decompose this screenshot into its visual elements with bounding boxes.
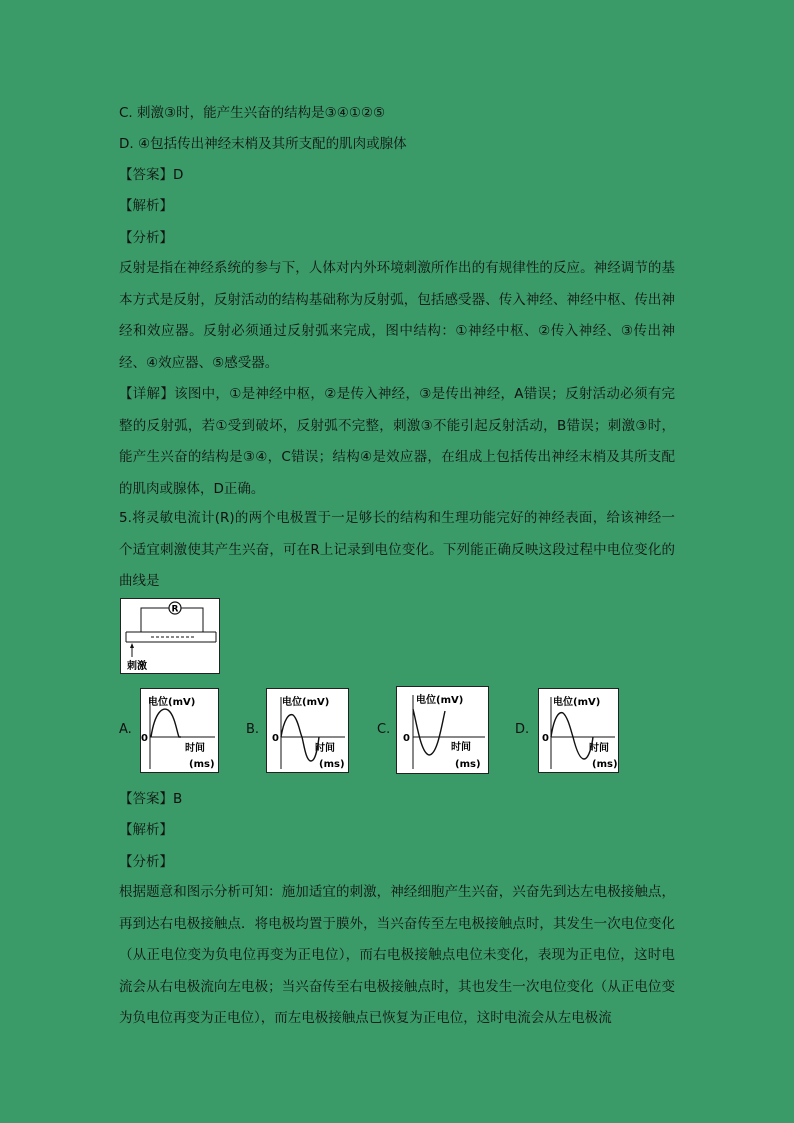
zero-label: 0 bbox=[542, 733, 549, 744]
option-c-graph bbox=[396, 686, 489, 774]
y-axis-label: 电位(mV) bbox=[553, 697, 601, 708]
x-axis-label: 时间 bbox=[589, 743, 609, 754]
unit-label: (ms) bbox=[455, 759, 481, 770]
explanation-heading-2: 【解析】 bbox=[119, 822, 173, 838]
option-b-graph bbox=[266, 688, 349, 773]
graph-a bbox=[141, 689, 218, 772]
graph-b bbox=[267, 689, 348, 772]
x-axis-label: 时间 bbox=[185, 743, 205, 754]
option-d-graph bbox=[538, 688, 619, 773]
option-b-letter: B. bbox=[246, 722, 260, 737]
option-c-text: C. 刺激③时，能产生兴奋的结构是③④①②⑤ bbox=[119, 105, 386, 121]
option-a-letter: A. bbox=[119, 722, 132, 737]
graph-d bbox=[539, 689, 618, 772]
option-d-letter: D. bbox=[515, 722, 530, 737]
stimulus-arrowhead bbox=[130, 643, 134, 648]
zero-label: 0 bbox=[403, 733, 410, 744]
explanation-heading: 【解析】 bbox=[119, 198, 173, 214]
analysis-paragraph-2: 根据题意和图示分析可知：施加适宜的刺激，神经细胞产生兴奋，兴奋先到达左电极接触点，再到达右电极接触点．将电极均置于膜外，当兴奋传至左电极接触点时，其发生一次电位变化（从正电位变为负电位再变为正电位），而右电极接触点电位未变化，表现为正电位，这时电流会从右电极流向左电极；当兴奋传至右电极接触点时，其也发生一次电位变化（从正电位变为负电位再变为正电位），而左电极接触点已恢复为正电位，这时电流会从左电极流 bbox=[119, 884, 675, 1026]
left-electrode-wire bbox=[141, 608, 169, 632]
analysis-heading-2: 【分析】 bbox=[119, 854, 173, 870]
potential-curve bbox=[281, 715, 319, 761]
option-a-graph bbox=[140, 688, 219, 773]
stimulus-label: 刺激 bbox=[127, 661, 147, 672]
zero-label: 0 bbox=[141, 733, 148, 744]
answer-heading: 【答案】D bbox=[119, 167, 184, 183]
right-electrode-wire bbox=[181, 608, 203, 632]
unit-label: (ms) bbox=[592, 759, 618, 770]
detail-paragraph: 【详解】该图中，①是神经中枢，②是传入神经，③是传出神经，A错误；反射活动必须有完整的反射弧，若①受到破坏，反射弧不完整，刺激③不能引起反射活动，B错误；刺激③时，能产生兴奋的结构是③④，C错误；结构④是效应器，在组成上包括传出神经末梢及其所支配的肌肉或腺体，D正确。 bbox=[119, 386, 675, 497]
y-axis-label: 电位(mV) bbox=[416, 695, 464, 706]
question-5: 5.将灵敏电流计(R)的两个电极置于一足够长的结构和生理功能完好的神经表面，给该神经一个适宜刺激使其产生兴奋，可在R上记录到电位变化。下列能正确反映这段过程中电位变化的曲线是 bbox=[119, 510, 675, 589]
graph-c bbox=[397, 687, 488, 773]
option-c-letter: C. bbox=[377, 722, 391, 737]
potential-curve bbox=[551, 713, 593, 759]
unit-label: (ms) bbox=[319, 759, 345, 770]
nerve-galvanometer-figure bbox=[120, 598, 220, 674]
potential-curve bbox=[413, 709, 445, 755]
potential-curve bbox=[151, 709, 181, 737]
answer-heading-2: 【答案】B bbox=[119, 791, 183, 807]
nerve-diagram bbox=[121, 599, 219, 673]
analysis-heading: 【分析】 bbox=[119, 230, 173, 246]
zero-label: 0 bbox=[272, 733, 279, 744]
unit-label: (ms) bbox=[189, 759, 215, 770]
y-axis-label: 电位(mV) bbox=[282, 697, 330, 708]
galvanometer-label: R bbox=[171, 604, 179, 615]
x-axis-label: 时间 bbox=[451, 742, 471, 753]
y-axis-label: 电位(mV) bbox=[148, 697, 196, 708]
analysis-paragraph: 反射是指在神经系统的参与下，人体对内外环境刺激所作出的有规律性的反应。神经调节的基本方式是反射，反射活动的结构基础称为反射弧，包括感受器、传入神经、神经中枢、传出神经和效应器。反射必须通过反射弧来完成，图中结构：①神经中枢、②传入神经、③传出神经、④效应器、⑤感受器。 bbox=[119, 260, 675, 371]
x-axis-label: 时间 bbox=[315, 743, 335, 754]
option-d-text: D. ④包括传出神经末梢及其所支配的肌肉或腺体 bbox=[119, 136, 407, 152]
